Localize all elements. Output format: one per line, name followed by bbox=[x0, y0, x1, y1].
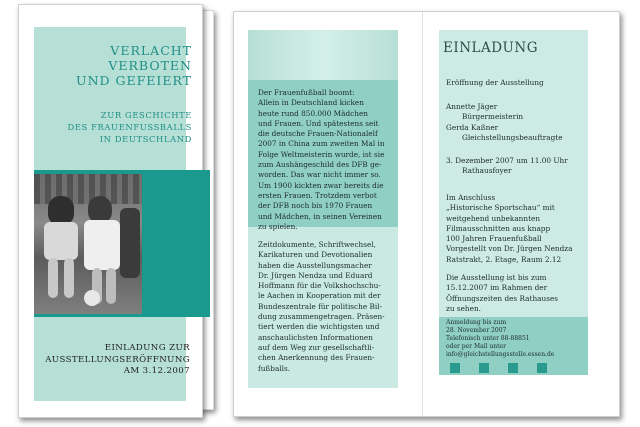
decor-square bbox=[508, 363, 518, 373]
exhibition-paragraph bbox=[258, 240, 394, 374]
cover-title-line: VERBOTEN bbox=[108, 58, 192, 73]
speaker-name: Gerda Kaßner bbox=[446, 122, 499, 132]
rsvp-line: Telefonisch unter 88-88851 bbox=[446, 335, 530, 342]
duration-line: 15.12.2007 im Rahmen der bbox=[446, 283, 548, 293]
program-line: Im Anschluss bbox=[446, 193, 496, 202]
venue-line: Rathausfoyer bbox=[462, 166, 512, 176]
program-line: Ratstrakt, 2. Etage, Raum 2.12 bbox=[446, 254, 562, 264]
cover-subtitle-line: ZUR GESCHICHTE bbox=[100, 110, 192, 120]
text-line: die deutsche Frauen-Nationalelf bbox=[258, 129, 378, 139]
cover-title-line: VERLACHT bbox=[110, 43, 192, 58]
decor-square bbox=[537, 363, 547, 373]
intro-paragraph bbox=[258, 88, 394, 232]
text-line: 2007 in China zum zweiten Mal in bbox=[258, 139, 385, 149]
brochure-cover bbox=[18, 4, 203, 418]
duration-line: zu sehen. bbox=[446, 303, 481, 313]
rsvp-line: info@gleichstellungsstelle.essen.de bbox=[446, 351, 555, 358]
cover-subtitle-line: DES FRAUENFUSSBALLS bbox=[67, 122, 192, 132]
text-line: Folge Weltmeisterin wurde, ist sie bbox=[258, 149, 385, 159]
opening-block bbox=[446, 78, 586, 88]
text-line: ersten Frauen. Trotzdem verbot bbox=[258, 190, 377, 200]
cover-subtitle-line: IN DEUTSCHLAND bbox=[99, 134, 192, 144]
cover-title bbox=[34, 43, 192, 88]
text-line: anschaulichsten Informationen bbox=[258, 332, 373, 342]
inner-left-photo-band bbox=[248, 30, 398, 80]
text-line: chen Anerkennung des Frauen- bbox=[258, 353, 375, 363]
speaker-role: Bürgermeisterin bbox=[462, 112, 524, 122]
cover-invitation-line: AM 3.12.2007 bbox=[123, 366, 190, 376]
text-line: Um 1900 kickten zwar bereits die bbox=[258, 180, 384, 190]
invitation-heading: EINLADUNG bbox=[443, 40, 539, 56]
text-line: der DFB noch bis 1970 Frauen bbox=[258, 201, 373, 211]
date-line: 3. Dezember 2007 um 11.00 Uhr bbox=[446, 156, 568, 165]
program-line: Vorgestellt von Dr. Jürgen Nendza bbox=[446, 244, 573, 254]
decor-square bbox=[479, 363, 489, 373]
cover-photo-band bbox=[34, 170, 210, 317]
program-block bbox=[446, 193, 586, 265]
text-line: Bundeszentrale für politische Bil- bbox=[258, 301, 382, 311]
text-line: zu spielen. bbox=[258, 221, 298, 231]
fold-line bbox=[422, 12, 423, 416]
rsvp-line: 28. November 2007 bbox=[446, 327, 507, 334]
cover-invitation bbox=[34, 343, 190, 378]
speaker-name: Annette Jäger bbox=[446, 102, 498, 111]
brochure-inside bbox=[233, 11, 620, 417]
cover-title-line: UND GEFEIERT bbox=[76, 73, 192, 88]
date-block bbox=[446, 156, 586, 177]
duration-block bbox=[446, 273, 586, 314]
text-line: tiert werden die wichtigsten und bbox=[258, 322, 380, 332]
rsvp-line: oder per Mail unter bbox=[446, 343, 506, 350]
text-line: heute rund 850.000 Mädchen bbox=[258, 108, 368, 118]
text-line: und Mädchen, in seinen Vereinen bbox=[258, 211, 382, 221]
duration-line: Die Ausstellung ist bis zum bbox=[446, 273, 547, 282]
football-players-photo bbox=[34, 174, 142, 314]
text-line: zum Aushängeschild des DFB ge- bbox=[258, 160, 382, 170]
cover-subtitle bbox=[34, 109, 192, 145]
rsvp-line: Anmeldung bis zum bbox=[446, 319, 507, 326]
text-line: worden. Das war nicht immer so. bbox=[258, 170, 381, 180]
duration-line: Öffnungszeiten des Rathauses bbox=[446, 293, 559, 303]
cover-invitation-line: EINLADUNG ZUR bbox=[104, 343, 190, 353]
text-line: Zeitdokumente, Schriftwechsel, bbox=[258, 240, 376, 249]
speaker-role: Gleichstellungsbeauftragte bbox=[462, 132, 563, 142]
program-line: weitgehend unbekannten bbox=[446, 213, 541, 223]
decor-square bbox=[450, 363, 460, 373]
program-line: Filmausschnitten aus knapp bbox=[446, 223, 551, 233]
text-line: dung zusammengetragen. Präsen- bbox=[258, 312, 385, 322]
program-line: „Historische Sportschau“ mit bbox=[446, 203, 555, 213]
speakers-block bbox=[446, 102, 586, 143]
text-line: haben die Ausstellungsmacher bbox=[258, 260, 372, 270]
text-line: Hoffmann für die Volkshochschu- bbox=[258, 281, 381, 291]
text-line: fußballs. bbox=[258, 363, 291, 373]
text-line: Dr. Jürgen Nendza und Eduard bbox=[258, 270, 373, 280]
text-line: le Aachen in Kooperation mit der bbox=[258, 291, 381, 301]
text-line: auf dem Weg zur gesellschaftli- bbox=[258, 342, 375, 352]
text-line: Der Frauenfußball boomt: bbox=[258, 88, 355, 97]
text-line: und Frauen. Und spätestens seit bbox=[258, 118, 379, 128]
inner-left-panel bbox=[248, 30, 398, 388]
cover-invitation-line: AUSSTELLUNGSERÖFFNUNG bbox=[45, 354, 190, 365]
rsvp-block bbox=[446, 319, 586, 359]
invitation-panel bbox=[439, 30, 588, 375]
text-line: Karikaturen und Devotionalien bbox=[258, 250, 373, 260]
text-line: Allein in Deutschland kicken bbox=[258, 98, 364, 108]
program-line: 100 Jahren Frauenfußball bbox=[446, 234, 542, 244]
opening-line: Eröffnung der Ausstellung bbox=[446, 78, 544, 87]
